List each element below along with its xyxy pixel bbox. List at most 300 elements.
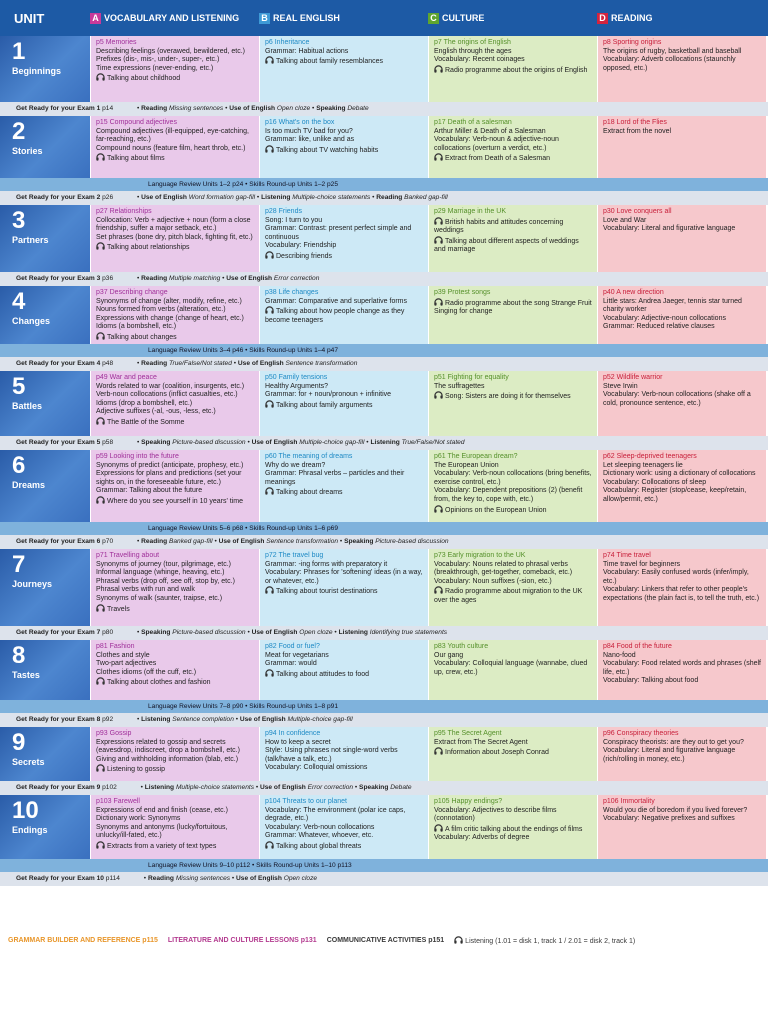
lesson-line [265,841,423,852]
exam-task: Multiple-choice statements [175,784,254,791]
lesson-line-text: Let sleeping teenagers lie [603,461,683,469]
lesson-title: p61 The European dream? [434,453,518,460]
lesson-line-text: A film critic talking about the endings of films [445,825,583,833]
unit-cell [0,371,90,436]
lesson-line [265,48,423,57]
unit-row [0,727,768,781]
lesson-line [96,841,254,852]
lesson-title: p27 Relationships [96,208,152,215]
lesson-line [434,48,592,57]
unit-name: Battles [12,401,43,411]
lesson-line [603,383,761,392]
lesson-line [434,739,592,748]
lesson-line-text: Vocabulary: Phrases for 'softening' ideas (in a way, or whatever, etc.) [265,569,423,585]
unit-number: 1 [12,38,26,65]
lesson-line-text: Talking about TV watching habits [276,146,379,154]
lesson-cell-c [428,727,597,781]
lesson-line-text: Is too much TV bad for you? [265,127,353,135]
lesson-cell-c [428,116,597,178]
lesson-line [603,217,761,226]
lesson-line [96,56,254,65]
lesson-line [265,470,423,487]
lesson-line-text: Travels [107,605,130,613]
lesson-cell-c [428,286,597,344]
lesson-title: p18 Lord of the Flies [603,119,667,126]
exam-ready-label: Get Ready for your Exam 10 [16,875,104,882]
lesson-line-text: Singing for change [434,308,493,316]
unit-number: 8 [12,642,26,669]
headphones-icon [434,65,443,73]
lesson-cell-d [597,371,766,436]
exam-ready-page: p48 [102,360,114,367]
footer-communicative: COMMUNICATIVE ACTIVITIES p151 [326,937,445,944]
exam-ready-page: p80 [102,629,114,636]
lesson-line-text: Talking about family resemblances [276,58,383,66]
lesson-line [96,677,254,688]
lesson-line [265,487,423,498]
exam-skill: Listening [261,194,291,201]
unit-header: UNIT [14,10,45,26]
unit-name: Beginnings [12,66,61,76]
lesson-line-text: Vocabulary: Verb-noun collocations (shake off a cold, pronounce sentence, etc.) [603,391,751,407]
exam-task: Banked gap-fill [168,538,213,545]
lesson-line [96,145,254,154]
lesson-line-text: Vocabulary: Verb-noun collocations [265,823,375,831]
lesson-line [434,462,592,471]
review-text: Language Review Units 7–8 p90 • Skills Round-up Units 1–8 p91 [148,703,338,710]
lesson-cell-a [90,727,259,781]
exam-skill: Speaking [141,629,171,636]
unit-name: Stories [12,146,43,156]
language-review-bar [0,344,768,357]
lesson-line-text: Radio programme about the song Strange Fruit [445,299,592,307]
unit-name: Tastes [12,670,40,680]
lesson-line-text: Talking about clothes and fashion [107,679,211,687]
lesson-line-text: Vocabulary: Recent coinages [434,56,525,64]
review-text: Language Review Units 3–4 p46 • Skills Round-up Units 1–4 p47 [148,347,338,354]
language-review-bar [0,859,768,872]
lesson-cell-c [428,549,597,626]
lesson-cell-b [259,36,428,102]
exam-ready-bar: Get Ready for your Exam 1 p14 • Reading Missing sentences • Use of English Open cloze • Speaking Debate [0,102,768,116]
exam-ready-page: p36 [102,275,114,282]
column-header-b [259,13,428,24]
lesson-line-text: The Battle of the Somme [107,418,185,426]
lesson-line-text: Radio programme about the origins of English [445,66,588,74]
unit-number: 9 [12,729,26,756]
lesson-line [434,578,592,587]
lesson-title: p96 Conspiracy theories [603,730,679,737]
lesson-line [96,739,254,756]
lesson-cell-a [90,795,259,859]
lesson-line [265,56,423,67]
headphones-icon [265,306,274,314]
lesson-line-text: Talking about childhood [107,75,181,83]
lesson-line [96,306,254,315]
lesson-cell-a [90,640,259,700]
exam-skill: Reading [141,275,168,282]
column-header-d [597,13,766,24]
lesson-line [96,586,254,595]
lesson-line-text: Talking about relationships [107,244,190,252]
lesson-line-text: Vocabulary: Adverb collocations (staunchly opposed, etc.) [603,56,736,72]
footer-literature: LITERATURE AND CULTURE LESSONS p131 [167,937,317,944]
lesson-line-text: Love and War [603,216,647,224]
exam-task: Sentence completion [172,716,234,723]
exam-skill: Use of English [251,629,298,636]
exam-task: Word formation gap-fill [188,194,256,201]
column-header-a [90,13,259,24]
exam-task: Sentence transformation [266,538,339,545]
unit-number: 4 [12,288,26,315]
lesson-line [603,470,761,479]
lesson-line-text: Vocabulary: Adjective-noun collocations [603,314,726,322]
lesson-line [265,383,423,392]
lesson-title: p93 Gossip [96,730,132,737]
lesson-line-text: Extract from the novel [603,127,672,135]
exam-ready-page: p14 [102,105,114,112]
exam-skill: Reading [147,875,174,882]
lesson-line-text: Grammar: Reduced relative clauses [603,323,715,331]
column-header-c [428,13,597,24]
exam-ready-bar: Get Ready for your Exam 6 p70 • Reading Banked gap-fill • Use of English Sentence transformation • Speaking Picture-based discussion [0,535,768,549]
lesson-line [603,225,761,234]
lesson-line-text: Vocabulary: Colloquial language (wannabe, clued up, crew, etc.) [434,660,588,676]
lesson-title: p105 Happy endings? [434,798,503,805]
exam-ready-page: p102 [102,784,117,791]
lesson-cell-d [597,795,766,859]
lesson-line-text: Set phrases (bone dry, pitch black, fighting fit, etc.) [96,233,253,241]
lesson-line [603,298,761,315]
lesson-title: p83 Youth culture [434,643,489,650]
lesson-line [96,652,254,661]
lesson-line-text: Our gang [434,651,464,659]
lesson-line-text: Idioms (drop a bombshell, etc.) [96,399,193,407]
lesson-line [603,815,761,824]
lesson-line [265,739,423,748]
exam-task: Multiple-choice gap-fill [287,716,353,723]
exam-ready-label: Get Ready for your Exam 1 [16,105,101,112]
lesson-line-text: How to keep a secret [265,738,331,746]
exam-task: True/False/Not stated [168,360,232,367]
lesson-line-text: Little stars: Andrea Jaeger, tennis star turned charity worker [603,297,742,314]
headphones-icon [434,236,443,244]
lesson-line [434,391,592,402]
unit-cell [0,640,90,700]
exam-task: Error correction [273,275,320,282]
lesson-cell-d [597,727,766,781]
lesson-cell-a [90,549,259,626]
lesson-line [603,391,761,408]
lesson-line-text: Grammar: like, unlike and as [265,136,355,144]
exam-skill: Reading [141,360,168,367]
lesson-line [96,65,254,74]
lesson-line [434,834,592,843]
lesson-line-text: The European Union [434,461,499,469]
lesson-line [603,315,761,324]
lesson-line [96,669,254,678]
lesson-line-text: Vocabulary: Adjectives to describe films (connotation) [434,806,557,823]
exam-task: True/False/Not stated [401,439,465,446]
exam-skill: Use of English [239,716,286,723]
lesson-line [96,595,254,604]
table-header [0,0,768,36]
exam-ready-label: Get Ready for your Exam 9 [16,784,101,791]
lesson-cell-b [259,371,428,436]
lesson-line [434,652,592,661]
unit-number: 7 [12,551,26,578]
lesson-line [434,298,592,309]
lesson-line [96,569,254,578]
lesson-line [434,470,592,487]
unit-cell [0,286,90,344]
lesson-title: p59 Looking into the future [96,453,179,460]
lesson-line-text: Vocabulary: Register (stop/cease, keep/retain, allow/permit, etc.) [603,487,747,503]
headphones-icon [265,251,274,259]
exam-ready-bar: Get Ready for your Exam 10 p114 • Reading Missing sentences • Use of English Open cloze [0,872,768,886]
exam-skill: Listening [370,439,400,446]
footer-listening [454,936,635,945]
lesson-line [265,298,423,307]
lesson-line [96,408,254,417]
lesson-line-text: Expressions related to gossip and secrets (eavesdrop, indiscreet, drop a bombshell, etc.) [96,738,240,755]
lesson-title: p71 Travelling about [96,552,160,559]
lesson-line [265,462,423,471]
lesson-line-text: Compound nouns (feature film, heart throb, etc.) [96,144,246,152]
lesson-line-text: Grammar: Whatever, whoever, etc. [265,832,374,840]
lesson-title: p30 Love conquers all [603,208,672,215]
lesson-line-text: Listening to gossip [107,766,165,774]
headphones-icon [96,841,105,849]
lesson-line-text: Vocabulary: Friendship [265,242,337,250]
unit-row [0,549,768,626]
review-text: Language Review Units 1–2 p24 • Skills Round-up Units 1–2 p25 [148,181,338,188]
lesson-line [265,586,423,597]
lesson-line-text: Conspiracy theorists: are they out to get you? [603,738,744,746]
unit-row [0,116,768,178]
footer-grammar: GRAMMAR BUILDER AND REFERENCE p115 [8,937,158,944]
lesson-line [603,569,761,586]
lesson-line-text: Steve Irwin [603,382,638,390]
headphones-icon [434,586,443,594]
exam-skill: Reading [376,194,403,201]
lesson-line [96,470,254,487]
lesson-line [434,236,592,255]
lesson-line [96,400,254,409]
lesson-line-text: Grammar: Comparative and superlative forms [265,297,407,305]
lesson-line [434,561,592,578]
exam-ready-bar: Get Ready for your Exam 9 p102 • Listening Multiple-choice statements • Use of English Error correction • Speaking Debate [0,781,768,795]
lesson-line-text: Radio programme about migration to the UK over the ages [434,588,583,604]
exam-skill: Use of English [218,538,265,545]
lesson-line [96,462,254,471]
exam-task: Open cloze [276,105,311,112]
exam-task: Open cloze [299,629,333,636]
lesson-line-text: Vocabulary: Linkers that refer to other people's expectations (the plain fact is, to tell the truth, etc.) [603,586,760,602]
lesson-line [96,242,254,253]
lesson-line [265,832,423,841]
unit-row [0,371,768,436]
exam-task: Missing sentences [175,875,231,882]
review-text: Language Review Units 9–10 p112 • Skills Round-up Units 1–10 p113 [148,862,352,869]
unit-number: 2 [12,118,26,145]
lesson-line-text: Song: Sisters are doing it for themselves [445,393,571,401]
lesson-cell-b [259,795,428,859]
lesson-title: p81 Fashion [96,643,135,650]
headphones-icon [265,841,274,849]
lesson-title: p17 Death of a salesman [434,119,512,126]
exam-ready-bar: Get Ready for your Exam 4 p48 • Reading True/False/Not stated • Use of English Sentence transformation [0,357,768,371]
exam-task: Error correction [307,784,354,791]
lesson-title: p29 Marriage in the UK [434,208,506,215]
exam-ready-label: Get Ready for your Exam 6 [16,538,101,545]
lesson-line [434,56,592,65]
lesson-line-text: Extract from The Secret Agent [434,738,528,746]
exam-task: Identifying true statements [369,629,448,636]
lesson-cell-a [90,286,259,344]
lesson-line-text: English through the ages [434,47,512,55]
letter-badge-b: B [259,13,270,24]
exam-task: Banked gap-fill [404,194,448,201]
unit-cell [0,549,90,626]
lesson-line [603,487,761,504]
lesson-line [265,569,423,586]
lesson-cell-d [597,36,766,102]
lesson-cell-c [428,640,597,700]
lesson-cell-c [428,795,597,859]
headphones-icon [265,400,274,408]
unit-cell [0,36,90,102]
column-label-c: CULTURE [442,13,485,23]
unit-cell [0,450,90,522]
language-review-bar [0,700,768,713]
lesson-title: p15 Compound adjectives [96,119,177,126]
letter-badge-a: A [90,13,101,24]
lesson-line-text: Vocabulary: Noun suffixes (-sion, etc.) [434,577,552,585]
lesson-line [434,136,592,153]
lesson-line [96,383,254,392]
lesson-line-text: Compound adjectives (ill-equipped, eye-catching, far-reaching, etc.) [96,127,249,144]
lesson-line-text: Two-part adjectives [96,660,157,668]
exam-task: Sentence transformation [285,360,358,367]
unit-name: Dreams [12,480,46,490]
lesson-title: p60 The meaning of dreams [265,453,353,460]
lesson-line-text: Clothes idioms (off the cuff, etc.) [96,668,197,676]
unit-cell [0,205,90,272]
unit-number: 3 [12,207,26,234]
lesson-title: p16 What's on the box [265,119,335,126]
unit-name: Journeys [12,579,53,589]
exam-skill: Use of English [141,194,187,201]
lesson-line-text: Opinions on the European Union [445,506,547,514]
lesson-line [265,824,423,833]
lesson-line-text: Extracts from a variety of text types [107,842,217,850]
lesson-title: p103 Farewell [96,798,140,805]
exam-task: Debate [390,784,412,791]
lesson-line-text: Meat for vegetarians [265,651,329,659]
exam-ready-page: p70 [102,538,114,545]
lesson-line-text: British habits and attitudes concerning weddings [434,218,564,235]
exam-task: Picture-based discussion [172,439,246,446]
lesson-title: p28 Friends [265,208,302,215]
lesson-title: p73 Early migration to the UK [434,552,526,559]
lesson-line-text: Talking about how people change as they become teenagers [265,308,405,324]
lesson-line-text: Grammar: Talking about the future [96,487,203,495]
exam-ready-bar: Get Ready for your Exam 2 p26 • Use of English Word formation gap-fill • Listening Multiple-choice statements • Reading Banked gap-fill [0,191,768,205]
exam-skill: Use of English [259,784,306,791]
lesson-line [265,807,423,824]
lesson-line-text: Information about Joseph Conrad [445,749,549,757]
unit-row [0,205,768,272]
lesson-line [265,225,423,242]
lesson-line [434,153,592,164]
lesson-title: p104 Threats to our planet [265,798,347,805]
exam-skill: Listening [338,629,368,636]
exam-ready-label: Get Ready for your Exam 7 [16,629,101,636]
lesson-line [96,417,254,428]
lesson-cell-a [90,371,259,436]
lesson-line [434,807,592,824]
lesson-line [96,487,254,496]
lesson-line [96,73,254,84]
review-text: Language Review Units 5–6 p68 • Skills Round-up Units 1–6 p69 [148,525,338,532]
lesson-line-text: Grammar: would [265,660,317,668]
lesson-line-text: Grammar: for + noun/pronoun + infinitive [265,391,392,399]
exam-skill: Use of English [236,875,282,882]
lesson-line [96,578,254,587]
lesson-title: p49 War and peace [96,374,157,381]
lesson-line [434,586,592,605]
exam-task: Multiple-choice gap-fill [299,439,365,446]
exam-skill: Speaking [316,105,346,112]
lesson-line-text: Vocabulary: Verb-noun & adjective-noun collocations (overturn a verdict, etc.) [434,136,559,152]
lesson-line-text: The origins of rugby, basketball and baseball [603,47,742,55]
lesson-line [265,747,423,764]
lesson-line [603,807,761,816]
exam-ready-bar: Get Ready for your Exam 3 p36 • Reading Multiple matching • Use of English Error correction [0,272,768,286]
lesson-line [434,308,592,317]
lesson-title: p62 Sleep-deprived teenagers [603,453,697,460]
lesson-cell-c [428,36,597,102]
exam-task: Debate [347,105,369,112]
lesson-line-text: The suffragettes [434,382,485,390]
lesson-line [96,217,254,234]
lesson-line [603,561,761,570]
exam-skill: Reading [141,538,168,545]
lesson-title: p37 Describing change [96,289,168,296]
headphones-icon [96,496,105,504]
lesson-line-text: Talking about films [107,155,165,163]
lesson-line [96,824,254,841]
lesson-line [434,487,592,504]
lesson-line-text: Idioms (a bombshell, etc.) [96,323,177,331]
column-label-d: READING [611,13,653,23]
lesson-line-text: Where do you see yourself in 10 years' time [107,497,243,505]
lesson-title: p106 Immortality [603,798,655,805]
lesson-line [96,764,254,775]
lesson-cell-d [597,116,766,178]
lesson-line [434,824,592,835]
lesson-line [96,815,254,824]
lesson-line [434,217,592,236]
column-label-b: REAL ENGLISH [273,13,340,23]
lesson-line-text: Talking about global threats [276,842,362,850]
headphones-icon [434,391,443,399]
lesson-line [603,56,761,73]
unit-row [0,450,768,522]
lesson-line-text: Vocabulary: The environment (polar ice caps, degrade, etc.) [265,806,406,823]
exam-task: Picture-based discussion [375,538,449,545]
